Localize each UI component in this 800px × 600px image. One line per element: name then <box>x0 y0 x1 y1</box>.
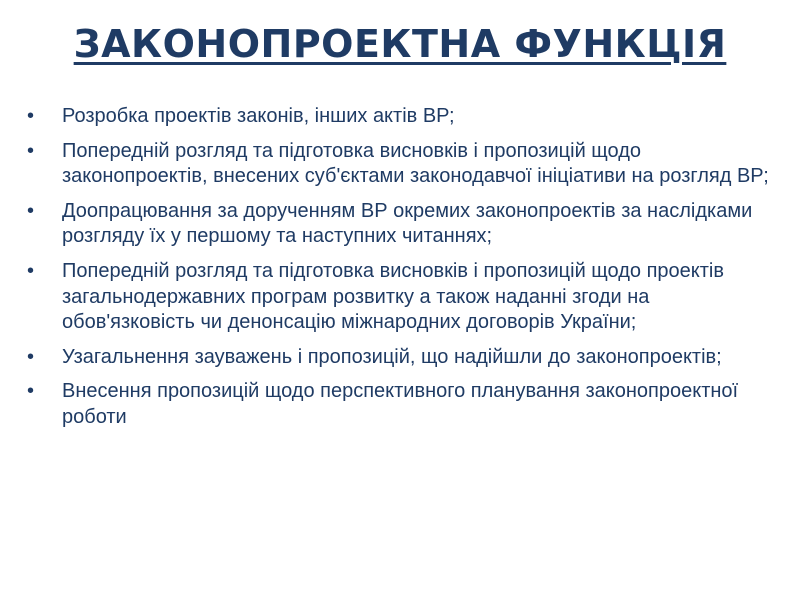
bullet-text: Розробка проектів законів, інших актів ВР; <box>62 105 455 127</box>
bullet-text: Внесення пропозицій щодо перспективного планування законопроектної роботи <box>62 380 739 428</box>
bullet-item-1 <box>24 104 776 130</box>
bullet-dot-icon: • <box>27 345 35 368</box>
bullet-dot-icon: • <box>27 380 35 403</box>
bullet-item-6 <box>24 379 776 430</box>
bullet-dot-icon: • <box>27 139 35 162</box>
bullet-dot-icon: • <box>27 105 35 127</box>
bullet-text: Узагальнення зауважень і пропозицій, що надійшли до законопроектів; <box>62 345 722 368</box>
bullet-text: Доопрацювання за дорученням ВР окремих законопроектів за наслідками розгляду їх у першому та наступних читаннях; <box>62 199 753 248</box>
bullet-list <box>24 104 776 440</box>
bullet-dot-icon: • <box>27 259 35 282</box>
slide-title: ЗАКОНОПРОЕКТНА ФУНКЦІЯ <box>73 22 727 66</box>
bullet-item-4 <box>24 259 776 336</box>
bullet-text: Попередній розгляд та підготовка висновків і пропозицій щодо законопроектів, внесених суб'єктами законодавчої ініціативи на розгляд ВР; <box>62 139 769 188</box>
bullet-item-3 <box>24 199 776 250</box>
bullet-item-5 <box>24 345 776 371</box>
bullet-text: Попередній розгляд та підготовка висновків і пропозицій щодо проектів загальнодержавних програм розвитку а також наданні згоди на обов'язковість чи денонсацію міжнародних договорів України; <box>62 259 724 334</box>
bullet-dot-icon: • <box>27 199 35 222</box>
bullet-item-2 <box>24 139 776 190</box>
